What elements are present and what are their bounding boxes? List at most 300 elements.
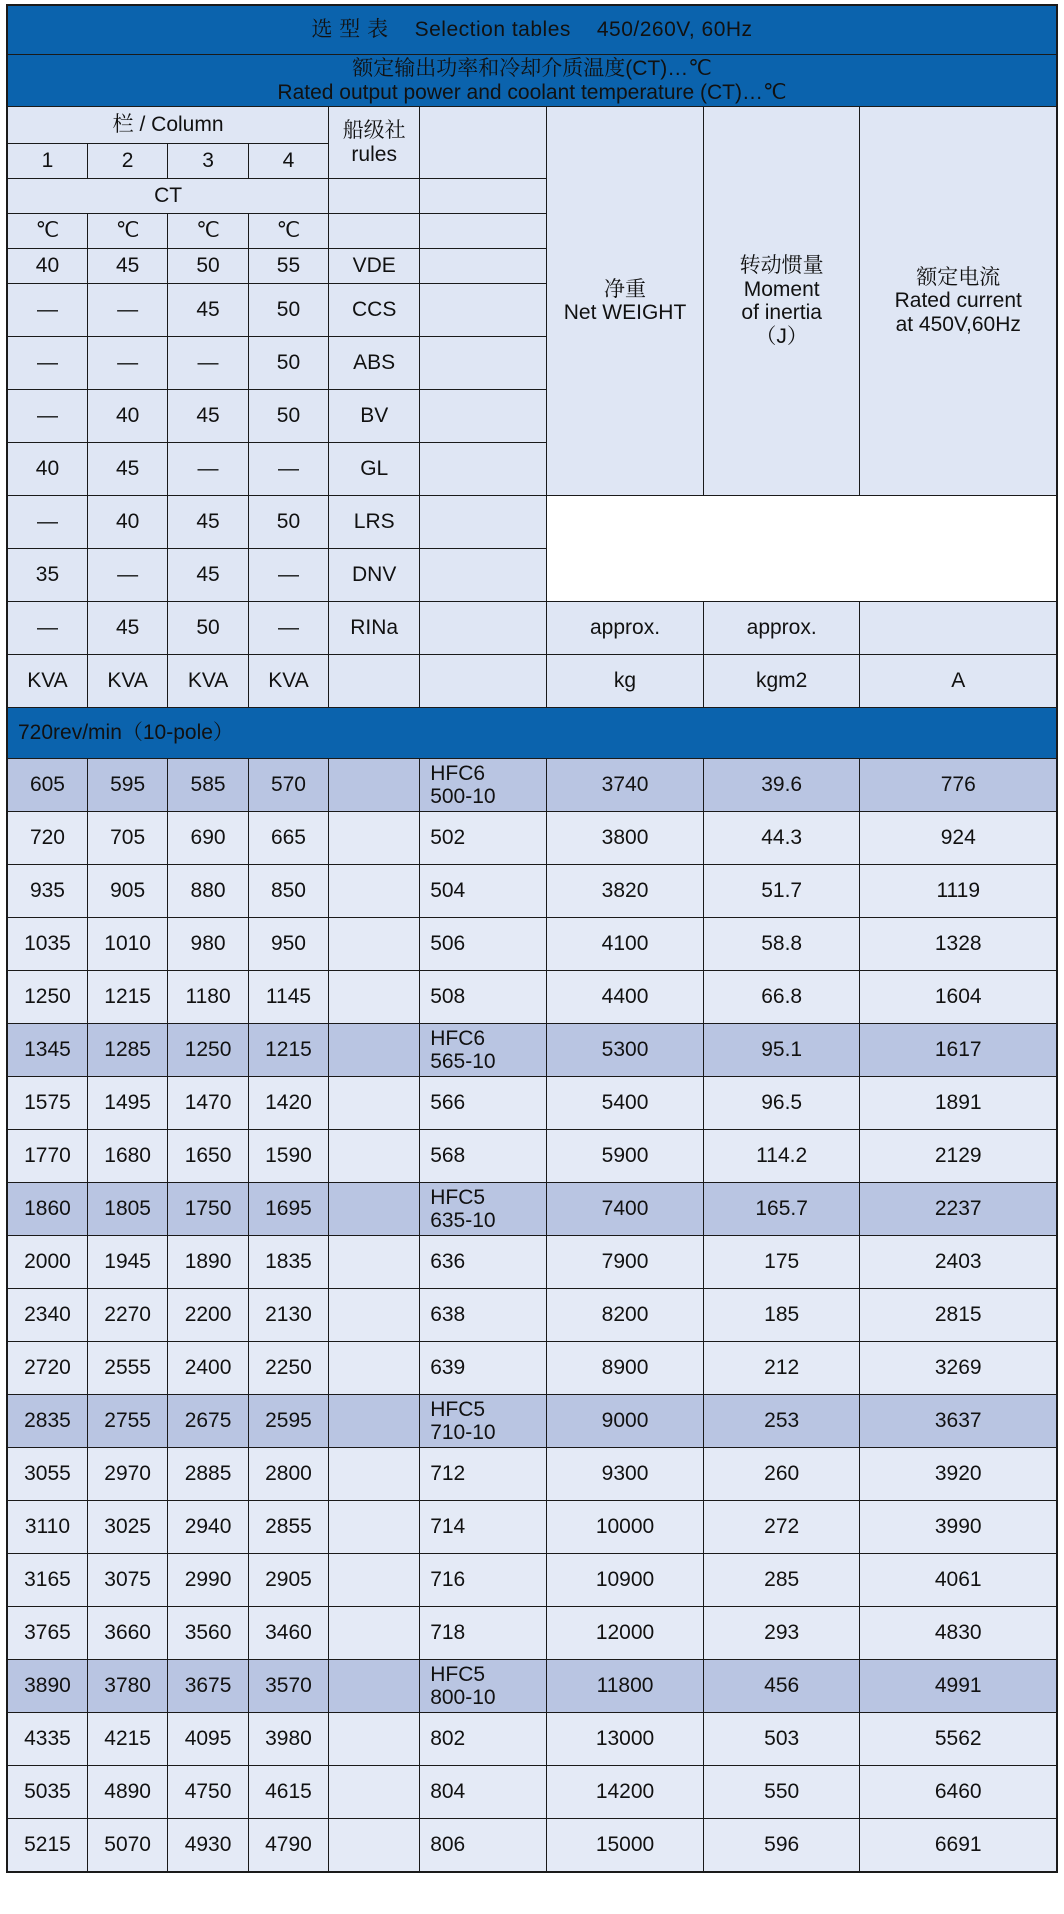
rule-c4: 50 bbox=[248, 284, 328, 337]
cell-col3: 2940 bbox=[168, 1501, 248, 1554]
cell-weight: 12000 bbox=[547, 1607, 704, 1660]
rule-c2: — bbox=[87, 549, 167, 602]
cell-col4: 3980 bbox=[248, 1713, 328, 1766]
cell-weight: 11800 bbox=[547, 1660, 704, 1713]
cell-rules-blank bbox=[329, 1130, 420, 1183]
cell-col3: 980 bbox=[168, 918, 248, 971]
cell-model bbox=[420, 1766, 547, 1819]
table-row[interactable] bbox=[7, 1130, 1057, 1183]
cell-col2: 1495 bbox=[87, 1077, 167, 1130]
table-row[interactable] bbox=[7, 1607, 1057, 1660]
model-line2: 710-10 bbox=[430, 1421, 496, 1445]
ct-unit-2: ℃ bbox=[87, 214, 167, 249]
moment-inertia-cn: 转动惯量 bbox=[739, 254, 824, 277]
ct-unit-4: ℃ bbox=[248, 214, 328, 249]
cell-weight: 15000 bbox=[547, 1819, 704, 1873]
rule-c1: — bbox=[7, 602, 87, 655]
cell-col2: 3075 bbox=[87, 1554, 167, 1607]
rule-c1: 40 bbox=[7, 249, 87, 284]
cell-col3: 3560 bbox=[168, 1607, 248, 1660]
unit-weight: kg bbox=[547, 655, 704, 708]
model-line1: 566 bbox=[430, 1091, 466, 1115]
unit-current: A bbox=[860, 655, 1057, 708]
cell-inertia: 185 bbox=[703, 1289, 860, 1342]
model-line1: 716 bbox=[430, 1568, 466, 1592]
cell-col1: 5035 bbox=[7, 1766, 87, 1819]
cell-inertia: 39.6 bbox=[703, 759, 860, 812]
model-line1: 712 bbox=[430, 1462, 466, 1486]
cell-inertia: 66.8 bbox=[703, 971, 860, 1024]
cell-model bbox=[420, 1501, 547, 1554]
unit-spacer-blank bbox=[420, 655, 547, 708]
cell-col1: 605 bbox=[7, 759, 87, 812]
society-rules-blank-2 bbox=[329, 214, 420, 249]
unit-inertia: kgm2 bbox=[703, 655, 860, 708]
spacer-blank-1 bbox=[420, 179, 547, 214]
cell-rules-blank bbox=[329, 1342, 420, 1395]
model-line1: 506 bbox=[430, 932, 466, 956]
model-line1: 714 bbox=[430, 1515, 466, 1539]
cell-current: 1604 bbox=[860, 971, 1057, 1024]
cell-rules-blank bbox=[329, 865, 420, 918]
column-number-3: 3 bbox=[168, 144, 248, 179]
cell-current: 3637 bbox=[860, 1395, 1057, 1448]
society-rules-cn: 船级社 bbox=[342, 119, 406, 143]
rule-c3: — bbox=[168, 443, 248, 496]
cell-inertia: 114.2 bbox=[703, 1130, 860, 1183]
spacer-blank-6 bbox=[420, 390, 547, 443]
group-label: 720rev/min（10-pole） bbox=[7, 708, 1057, 759]
cell-col2: 905 bbox=[87, 865, 167, 918]
cell-weight: 4400 bbox=[547, 971, 704, 1024]
cell-col4: 570 bbox=[248, 759, 328, 812]
cell-model bbox=[420, 865, 547, 918]
table-row[interactable] bbox=[7, 1395, 1057, 1448]
cell-weight: 8200 bbox=[547, 1289, 704, 1342]
rule-c1: — bbox=[7, 390, 87, 443]
moment-inertia-en1: Moment bbox=[743, 277, 820, 301]
society-rules-blank-1 bbox=[329, 179, 420, 214]
model-line1: 502 bbox=[430, 826, 466, 850]
cell-rules-blank bbox=[329, 1183, 420, 1236]
group-row bbox=[7, 708, 1057, 759]
spacer-blank-4 bbox=[420, 284, 547, 337]
rule-name: VDE bbox=[329, 249, 420, 284]
spacer-header-cell bbox=[420, 107, 547, 179]
cell-current: 2237 bbox=[860, 1183, 1057, 1236]
net-weight-header bbox=[547, 107, 704, 496]
cell-col2: 2970 bbox=[87, 1448, 167, 1501]
cell-rules-blank bbox=[329, 1819, 420, 1873]
cell-rules-blank bbox=[329, 1713, 420, 1766]
model-line1: 638 bbox=[430, 1303, 466, 1327]
model-line1: HFC6 bbox=[430, 1026, 486, 1050]
table-subtitle bbox=[7, 55, 1057, 107]
spacer-blank-5 bbox=[420, 337, 547, 390]
cell-inertia: 58.8 bbox=[703, 918, 860, 971]
rule-c2: 40 bbox=[87, 496, 167, 549]
cell-rules-blank bbox=[329, 1607, 420, 1660]
cell-model bbox=[420, 1236, 547, 1289]
cell-col3: 2400 bbox=[168, 1342, 248, 1395]
cell-model bbox=[420, 1077, 547, 1130]
rule-c1: — bbox=[7, 284, 87, 337]
cell-current: 4061 bbox=[860, 1554, 1057, 1607]
cell-col3: 2200 bbox=[168, 1289, 248, 1342]
cell-col4: 665 bbox=[248, 812, 328, 865]
cell-model bbox=[420, 1448, 547, 1501]
cell-col1: 3765 bbox=[7, 1607, 87, 1660]
cell-col1: 1250 bbox=[7, 971, 87, 1024]
title-cn: 选 型 表 bbox=[311, 18, 389, 42]
cell-weight: 7400 bbox=[547, 1183, 704, 1236]
cell-col1: 2835 bbox=[7, 1395, 87, 1448]
cell-col4: 4790 bbox=[248, 1819, 328, 1873]
table-row[interactable] bbox=[7, 1766, 1057, 1819]
model-line2: 565-10 bbox=[430, 1050, 496, 1074]
cell-weight: 3800 bbox=[547, 812, 704, 865]
cell-model bbox=[420, 918, 547, 971]
current-blank bbox=[860, 602, 1057, 655]
cell-current: 2403 bbox=[860, 1236, 1057, 1289]
rule-c2: — bbox=[87, 284, 167, 337]
cell-col1: 3055 bbox=[7, 1448, 87, 1501]
rule-name: BV bbox=[329, 390, 420, 443]
table-row[interactable] bbox=[7, 971, 1057, 1024]
rule-name: CCS bbox=[329, 284, 420, 337]
rule-c4: — bbox=[248, 549, 328, 602]
cell-col4: 1215 bbox=[248, 1024, 328, 1077]
title-spec: 450/260V, 60Hz bbox=[596, 18, 753, 42]
cell-col4: 3570 bbox=[248, 1660, 328, 1713]
cell-col4: 1590 bbox=[248, 1130, 328, 1183]
cell-current: 4830 bbox=[860, 1607, 1057, 1660]
cell-col2: 2270 bbox=[87, 1289, 167, 1342]
cell-weight: 5300 bbox=[547, 1024, 704, 1077]
cell-rules-blank bbox=[329, 759, 420, 812]
spacer-blank-2 bbox=[420, 214, 547, 249]
table-row[interactable] bbox=[7, 1501, 1057, 1554]
rule-c3: 45 bbox=[168, 496, 248, 549]
spacer-blank-10 bbox=[420, 602, 547, 655]
cell-inertia: 285 bbox=[703, 1554, 860, 1607]
rule-name: GL bbox=[329, 443, 420, 496]
cell-current: 3269 bbox=[860, 1342, 1057, 1395]
rule-row bbox=[7, 496, 1057, 549]
cell-col4: 2855 bbox=[248, 1501, 328, 1554]
cell-weight: 9000 bbox=[547, 1395, 704, 1448]
cell-col1: 1035 bbox=[7, 918, 87, 971]
cell-inertia: 550 bbox=[703, 1766, 860, 1819]
table-row[interactable] bbox=[7, 1342, 1057, 1395]
cell-current: 1617 bbox=[860, 1024, 1057, 1077]
cell-col4: 1420 bbox=[248, 1077, 328, 1130]
society-rules-header bbox=[329, 107, 420, 179]
cell-weight: 3820 bbox=[547, 865, 704, 918]
cell-model bbox=[420, 1342, 547, 1395]
cell-col4: 1145 bbox=[248, 971, 328, 1024]
table-row[interactable] bbox=[7, 1289, 1057, 1342]
cell-col4: 2800 bbox=[248, 1448, 328, 1501]
cell-col2: 595 bbox=[87, 759, 167, 812]
cell-model bbox=[420, 1395, 547, 1448]
moment-inertia-header bbox=[703, 107, 860, 496]
cell-col4: 2595 bbox=[248, 1395, 328, 1448]
rule-c1: — bbox=[7, 337, 87, 390]
model-line1: 802 bbox=[430, 1727, 466, 1751]
cell-col4: 2250 bbox=[248, 1342, 328, 1395]
model-line1: 639 bbox=[430, 1356, 466, 1380]
cell-weight: 8900 bbox=[547, 1342, 704, 1395]
rule-c1: — bbox=[7, 496, 87, 549]
units-row bbox=[7, 655, 1057, 708]
cell-col4: 1695 bbox=[248, 1183, 328, 1236]
model-line1: 568 bbox=[430, 1144, 466, 1168]
cell-current: 6460 bbox=[860, 1766, 1057, 1819]
table-row[interactable] bbox=[7, 759, 1057, 812]
cell-current: 4991 bbox=[860, 1660, 1057, 1713]
cell-model bbox=[420, 1183, 547, 1236]
cell-current: 2129 bbox=[860, 1130, 1057, 1183]
cell-model bbox=[420, 1554, 547, 1607]
cell-col1: 1575 bbox=[7, 1077, 87, 1130]
unit-rules-blank bbox=[329, 655, 420, 708]
cell-col3: 1470 bbox=[168, 1077, 248, 1130]
unit-kva-4: KVA bbox=[248, 655, 328, 708]
cell-rules-blank bbox=[329, 1024, 420, 1077]
cell-weight: 10000 bbox=[547, 1501, 704, 1554]
rule-name: LRS bbox=[329, 496, 420, 549]
inertia-approx: approx. bbox=[703, 602, 860, 655]
cell-model bbox=[420, 812, 547, 865]
table-row[interactable] bbox=[7, 1448, 1057, 1501]
cell-col1: 3110 bbox=[7, 1501, 87, 1554]
cell-col2: 1680 bbox=[87, 1130, 167, 1183]
cell-rules-blank bbox=[329, 1766, 420, 1819]
subtitle-cn: 额定输出功率和冷却介质温度(CT)…℃ bbox=[352, 57, 712, 80]
cell-rules-blank bbox=[329, 1448, 420, 1501]
cell-weight: 5400 bbox=[547, 1077, 704, 1130]
cell-col2: 4890 bbox=[87, 1766, 167, 1819]
cell-col3: 4095 bbox=[168, 1713, 248, 1766]
cell-model bbox=[420, 1130, 547, 1183]
cell-weight: 9300 bbox=[547, 1448, 704, 1501]
cell-rules-blank bbox=[329, 971, 420, 1024]
cell-current: 6691 bbox=[860, 1819, 1057, 1873]
rule-c2: — bbox=[87, 337, 167, 390]
cell-inertia: 272 bbox=[703, 1501, 860, 1554]
column-number-2: 2 bbox=[87, 144, 167, 179]
moment-inertia-unit: （J） bbox=[755, 324, 808, 348]
unit-kva-1: KVA bbox=[7, 655, 87, 708]
cell-col1: 3890 bbox=[7, 1660, 87, 1713]
cell-inertia: 260 bbox=[703, 1448, 860, 1501]
rule-row bbox=[7, 602, 1057, 655]
weight-approx: approx. bbox=[547, 602, 704, 655]
rule-c2: 40 bbox=[87, 390, 167, 443]
cell-col1: 5215 bbox=[7, 1819, 87, 1873]
cell-rules-blank bbox=[329, 1236, 420, 1289]
cell-col1: 720 bbox=[7, 812, 87, 865]
cell-col2: 1010 bbox=[87, 918, 167, 971]
spacer-blank-8 bbox=[420, 496, 547, 549]
cell-rules-blank bbox=[329, 1501, 420, 1554]
cell-col2: 5070 bbox=[87, 1819, 167, 1873]
rule-c2: 45 bbox=[87, 602, 167, 655]
table-row[interactable] bbox=[7, 1024, 1057, 1077]
rated-current-cn: 额定电流 bbox=[916, 265, 1001, 289]
rule-c4: 50 bbox=[248, 390, 328, 443]
cell-col4: 2130 bbox=[248, 1289, 328, 1342]
rule-name: RINa bbox=[329, 602, 420, 655]
rule-c2: 45 bbox=[87, 249, 167, 284]
header-column-row bbox=[7, 107, 1057, 144]
cell-col2: 2555 bbox=[87, 1342, 167, 1395]
cell-current: 1119 bbox=[860, 865, 1057, 918]
cell-col3: 585 bbox=[168, 759, 248, 812]
cell-current: 3920 bbox=[860, 1448, 1057, 1501]
cell-model bbox=[420, 759, 547, 812]
society-rules-en: rules bbox=[351, 142, 397, 166]
rule-c1: 35 bbox=[7, 549, 87, 602]
cell-model bbox=[420, 1024, 547, 1077]
table-row[interactable] bbox=[7, 1819, 1057, 1873]
cell-col4: 1835 bbox=[248, 1236, 328, 1289]
spacer-blank-9 bbox=[420, 549, 547, 602]
cell-weight: 13000 bbox=[547, 1713, 704, 1766]
subtitle-row bbox=[7, 55, 1057, 107]
cell-current: 3990 bbox=[860, 1501, 1057, 1554]
cell-inertia: 95.1 bbox=[703, 1024, 860, 1077]
cell-col2: 3780 bbox=[87, 1660, 167, 1713]
cell-col2: 1945 bbox=[87, 1236, 167, 1289]
model-line1: HFC5 bbox=[430, 1662, 486, 1686]
cell-col3: 1650 bbox=[168, 1130, 248, 1183]
cell-inertia: 596 bbox=[703, 1819, 860, 1873]
cell-model bbox=[420, 1713, 547, 1766]
cell-inertia: 503 bbox=[703, 1713, 860, 1766]
rule-row bbox=[7, 549, 1057, 602]
column-number-1: 1 bbox=[7, 144, 87, 179]
column-number-4: 4 bbox=[248, 144, 328, 179]
cell-weight: 4100 bbox=[547, 918, 704, 971]
unit-kva-2: KVA bbox=[87, 655, 167, 708]
cell-col2: 2755 bbox=[87, 1395, 167, 1448]
cell-col4: 850 bbox=[248, 865, 328, 918]
table-row[interactable] bbox=[7, 812, 1057, 865]
spacer-blank-7 bbox=[420, 443, 547, 496]
cell-inertia: 456 bbox=[703, 1660, 860, 1713]
selection-table bbox=[6, 4, 1058, 1873]
table-row[interactable] bbox=[7, 1660, 1057, 1713]
ct-unit-3: ℃ bbox=[168, 214, 248, 249]
table-row[interactable] bbox=[7, 1077, 1057, 1130]
spacer-blank-3 bbox=[420, 249, 547, 284]
rule-c3: 45 bbox=[168, 549, 248, 602]
cell-rules-blank bbox=[329, 812, 420, 865]
rule-c3: — bbox=[168, 337, 248, 390]
cell-current: 2815 bbox=[860, 1289, 1057, 1342]
cell-model bbox=[420, 1289, 547, 1342]
cell-col3: 880 bbox=[168, 865, 248, 918]
table-row[interactable] bbox=[7, 1554, 1057, 1607]
rule-c3: 45 bbox=[168, 284, 248, 337]
cell-inertia: 165.7 bbox=[703, 1183, 860, 1236]
column-group-label: 栏 / Column bbox=[7, 107, 329, 144]
rated-current-header bbox=[860, 107, 1057, 496]
unit-kva-3: KVA bbox=[168, 655, 248, 708]
cell-col2: 1215 bbox=[87, 971, 167, 1024]
table-row[interactable] bbox=[7, 865, 1057, 918]
cell-col3: 1890 bbox=[168, 1236, 248, 1289]
cell-model bbox=[420, 971, 547, 1024]
subtitle-en: Rated output power and coolant temperature (CT)…℃ bbox=[277, 80, 787, 104]
cell-rules-blank bbox=[329, 1289, 420, 1342]
cell-inertia: 51.7 bbox=[703, 865, 860, 918]
cell-weight: 3740 bbox=[547, 759, 704, 812]
rule-c1: 40 bbox=[7, 443, 87, 496]
cell-model bbox=[420, 1660, 547, 1713]
cell-col1: 935 bbox=[7, 865, 87, 918]
cell-col3: 3675 bbox=[168, 1660, 248, 1713]
model-line1: HFC6 bbox=[430, 761, 486, 785]
cell-col2: 3660 bbox=[87, 1607, 167, 1660]
cell-rules-blank bbox=[329, 1554, 420, 1607]
title-row bbox=[7, 5, 1057, 55]
table-row[interactable] bbox=[7, 918, 1057, 971]
cell-rules-blank bbox=[329, 1077, 420, 1130]
cell-inertia: 293 bbox=[703, 1607, 860, 1660]
rule-name: DNV bbox=[329, 549, 420, 602]
cell-col3: 2675 bbox=[168, 1395, 248, 1448]
cell-rules-blank bbox=[329, 1660, 420, 1713]
cell-current: 1891 bbox=[860, 1077, 1057, 1130]
cell-weight: 10900 bbox=[547, 1554, 704, 1607]
cell-col3: 1250 bbox=[168, 1024, 248, 1077]
model-line2: 635-10 bbox=[430, 1209, 496, 1233]
model-line1: 508 bbox=[430, 985, 466, 1009]
rule-c2: 45 bbox=[87, 443, 167, 496]
cell-col2: 705 bbox=[87, 812, 167, 865]
cell-col3: 690 bbox=[168, 812, 248, 865]
cell-col4: 950 bbox=[248, 918, 328, 971]
cell-model bbox=[420, 1819, 547, 1873]
net-weight-en: Net WEIGHT bbox=[563, 301, 687, 325]
model-line2: 800-10 bbox=[430, 1686, 496, 1710]
cell-inertia: 96.5 bbox=[703, 1077, 860, 1130]
cell-col3: 4750 bbox=[168, 1766, 248, 1819]
table-row[interactable] bbox=[7, 1183, 1057, 1236]
cell-col4: 3460 bbox=[248, 1607, 328, 1660]
cell-col1: 2720 bbox=[7, 1342, 87, 1395]
cell-current: 924 bbox=[860, 812, 1057, 865]
table-row[interactable] bbox=[7, 1236, 1057, 1289]
cell-col3: 1750 bbox=[168, 1183, 248, 1236]
model-line1: 806 bbox=[430, 1833, 466, 1857]
ct-unit-1: ℃ bbox=[7, 214, 87, 249]
net-weight-cn: 净重 bbox=[604, 277, 647, 301]
cell-current: 776 bbox=[860, 759, 1057, 812]
rule-c3: 45 bbox=[168, 390, 248, 443]
cell-inertia: 212 bbox=[703, 1342, 860, 1395]
cell-col2: 1805 bbox=[87, 1183, 167, 1236]
table-row[interactable] bbox=[7, 1713, 1057, 1766]
cell-weight: 5900 bbox=[547, 1130, 704, 1183]
cell-weight: 7900 bbox=[547, 1236, 704, 1289]
rule-c4: 50 bbox=[248, 496, 328, 549]
cell-col3: 4930 bbox=[168, 1819, 248, 1873]
model-line2: 500-10 bbox=[430, 785, 496, 809]
